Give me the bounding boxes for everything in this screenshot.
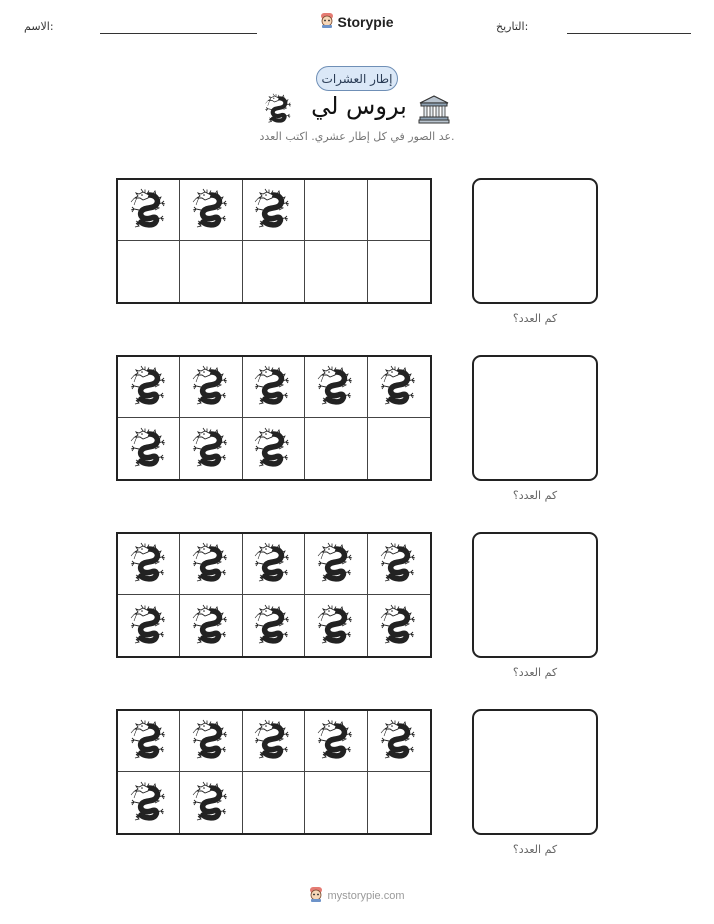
dragon-icon bbox=[191, 365, 231, 409]
dragon-icon bbox=[253, 542, 293, 586]
count-question: كم العدد؟ bbox=[512, 489, 558, 502]
dragon-icon bbox=[379, 719, 419, 763]
ten-frame bbox=[116, 532, 432, 658]
ten-frame-cell bbox=[368, 418, 430, 479]
dragon-icon bbox=[129, 542, 169, 586]
dragon-icon bbox=[379, 604, 419, 648]
ten-frame bbox=[116, 709, 432, 835]
dragon-icon bbox=[253, 719, 293, 763]
ten-frame-cell bbox=[118, 595, 180, 656]
dragon-icon bbox=[379, 542, 419, 586]
ten-frame-cell bbox=[180, 180, 242, 241]
ten-frame-cell bbox=[180, 241, 242, 302]
dragon-icon bbox=[191, 542, 231, 586]
footer bbox=[0, 886, 714, 906]
ten-frame-cell bbox=[243, 418, 305, 479]
ten-frame-cell bbox=[243, 534, 305, 595]
ten-frame-cell bbox=[180, 772, 242, 833]
dragon-icon bbox=[316, 719, 356, 763]
dragon-icon bbox=[253, 427, 293, 471]
dragon-icon bbox=[316, 604, 356, 648]
ten-frame-cell bbox=[305, 357, 367, 418]
ten-frame-cell bbox=[118, 711, 180, 772]
dragon-icon bbox=[316, 365, 356, 409]
footer-url[interactable]: mystorypie.com bbox=[327, 889, 405, 902]
ten-frame-cell bbox=[180, 711, 242, 772]
dragon-icon bbox=[191, 604, 231, 648]
ten-frame-cell bbox=[305, 595, 367, 656]
ten-frame-cell bbox=[368, 711, 430, 772]
ten-frame-cell bbox=[305, 534, 367, 595]
answer-box[interactable] bbox=[472, 178, 598, 304]
dragon-icon bbox=[129, 427, 169, 471]
ten-frame-cell bbox=[368, 357, 430, 418]
ten-frame-cell bbox=[180, 418, 242, 479]
date-label: التاريخ: bbox=[496, 20, 529, 33]
date-line[interactable] bbox=[567, 33, 691, 34]
ten-frame-cell bbox=[368, 772, 430, 833]
ten-frame-cell bbox=[118, 534, 180, 595]
dragon-icon bbox=[379, 365, 419, 409]
title-row bbox=[0, 92, 714, 128]
count-question: كم العدد؟ bbox=[512, 312, 558, 325]
dragon-icon bbox=[129, 604, 169, 648]
answer-box[interactable] bbox=[472, 532, 598, 658]
brand-name: Storypie bbox=[337, 13, 394, 30]
ten-frame-cell bbox=[118, 772, 180, 833]
storypie-mascot-icon bbox=[309, 886, 323, 905]
dragon-icon bbox=[253, 188, 293, 232]
ten-frame-cell bbox=[305, 418, 367, 479]
ten-frame-cell bbox=[305, 772, 367, 833]
ten-frame-cell bbox=[118, 418, 180, 479]
ten-frame-cell bbox=[368, 595, 430, 656]
name-line[interactable] bbox=[100, 33, 257, 34]
ten-frame-cell bbox=[118, 241, 180, 302]
dragon-icon bbox=[129, 719, 169, 763]
instructions: عد الصور في كل إطار عشري. اكتب العدد. bbox=[259, 130, 455, 143]
ten-frame-cell bbox=[243, 357, 305, 418]
ten-frame-cell bbox=[368, 180, 430, 241]
dragon-icon bbox=[253, 604, 293, 648]
ten-frame-cell bbox=[118, 357, 180, 418]
worksheet-type-badge: إطار العشرات bbox=[316, 66, 398, 91]
page-title: بروس لي bbox=[311, 92, 407, 120]
count-question: كم العدد؟ bbox=[512, 666, 558, 679]
ten-frame-cell bbox=[243, 595, 305, 656]
dragon-icon bbox=[264, 92, 294, 128]
ten-frame-cell bbox=[243, 772, 305, 833]
ten-frame-cell bbox=[243, 711, 305, 772]
ten-frame-cell bbox=[180, 595, 242, 656]
ten-frame bbox=[116, 355, 432, 481]
ten-frame-cell bbox=[243, 180, 305, 241]
ten-frame-cell bbox=[368, 241, 430, 302]
ten-frame-cell bbox=[305, 180, 367, 241]
dragon-icon bbox=[191, 781, 231, 825]
dragon-icon bbox=[191, 427, 231, 471]
ten-frame-cell bbox=[243, 241, 305, 302]
ten-frame-cell bbox=[305, 241, 367, 302]
ten-frame-cell bbox=[180, 534, 242, 595]
ten-frame-cell bbox=[118, 180, 180, 241]
ten-frame-cell bbox=[368, 534, 430, 595]
dragon-icon bbox=[253, 365, 293, 409]
count-question: كم العدد؟ bbox=[512, 843, 558, 856]
brand bbox=[0, 12, 714, 32]
dragon-icon bbox=[191, 188, 231, 232]
ten-frame-cell bbox=[180, 357, 242, 418]
answer-box[interactable] bbox=[472, 709, 598, 835]
dragon-icon bbox=[316, 542, 356, 586]
answer-box[interactable] bbox=[472, 355, 598, 481]
dragon-icon bbox=[129, 188, 169, 232]
ten-frame bbox=[116, 178, 432, 304]
dragon-icon bbox=[129, 781, 169, 825]
ten-frame-cell bbox=[305, 711, 367, 772]
name-label: الاسم: bbox=[24, 20, 54, 33]
temple-icon bbox=[418, 94, 450, 128]
dragon-icon bbox=[191, 719, 231, 763]
dragon-icon bbox=[129, 365, 169, 409]
storypie-mascot-icon bbox=[320, 12, 334, 31]
